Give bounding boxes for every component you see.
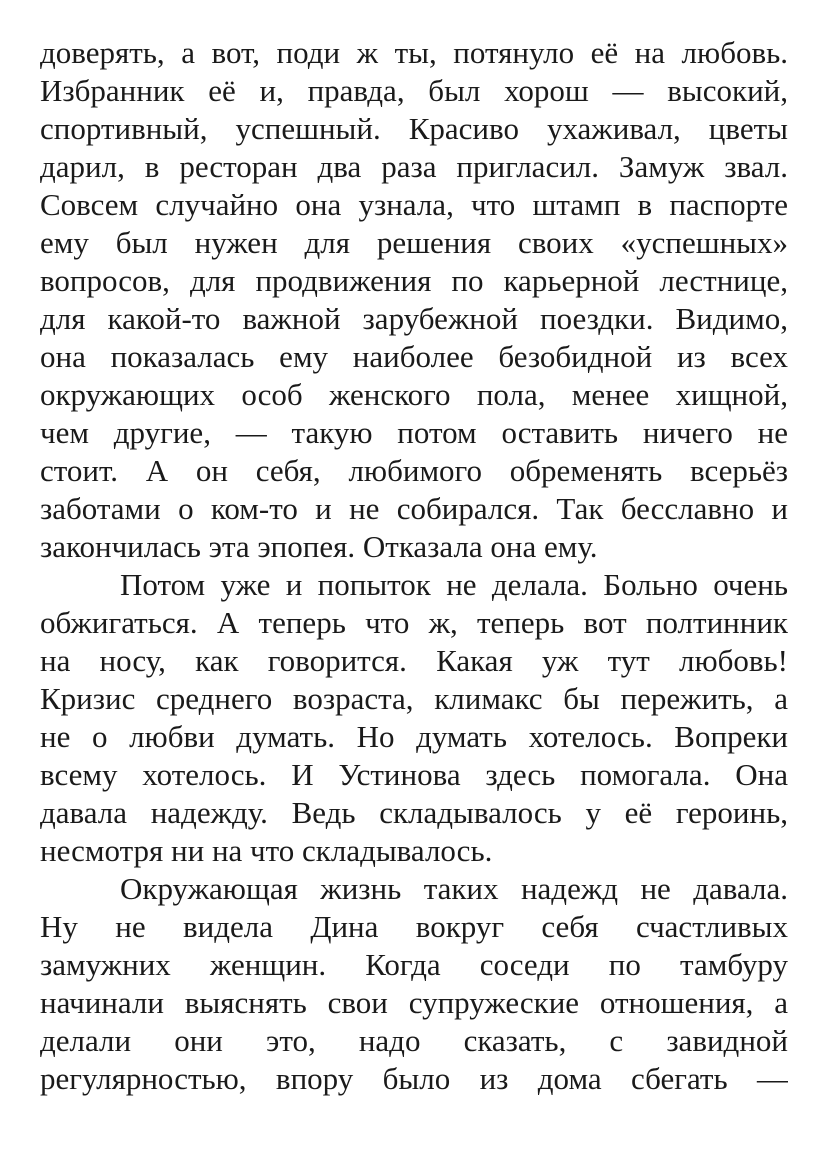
text-line: дарил, в ресторан два раза пригласил. Замуж звал. xyxy=(40,149,788,184)
text-line: на носу, как говорится. Какая уж тут любовь! xyxy=(40,643,788,678)
text-line: обжигаться. А теперь что ж, теперь вот полтинник xyxy=(40,605,788,640)
text-line: чем другие, — такую потом оставить ничего не xyxy=(40,415,788,450)
text-line: замужних женщин. Когда соседи по тамбуру xyxy=(40,947,788,982)
text-line: вопросов, для продвижения по карьерной лестнице, xyxy=(40,263,788,298)
text-line: ему был нужен для решения своих «успешных» xyxy=(40,225,788,260)
text-line: Потом уже и попыток не делала. Больно очень xyxy=(120,567,788,602)
text-line: делали они это, надо сказать, с завидной xyxy=(40,1023,788,1058)
document-page xyxy=(40,34,788,1098)
text-line: закончилась эта эпопея. Отказала она ему. xyxy=(40,529,598,564)
text-line: спортивный, успешный. Красиво ухаживал, цветы xyxy=(40,111,788,146)
text-line: Окружающая жизнь таких надежд не давала. xyxy=(120,871,788,906)
text-line: окружающих особ женского пола, менее хищной, xyxy=(40,377,788,412)
text-line: для какой-то важной зарубежной поездки. Видимо, xyxy=(40,301,788,336)
text-line: Избранник её и, правда, был хорош — высокий, xyxy=(40,73,788,108)
text-line: давала надежду. Ведь складывалось у её героинь, xyxy=(40,795,788,830)
text-line: начинали выяснять свои супружеские отношения, а xyxy=(40,985,788,1020)
text-line: стоит. А он себя, любимого обременять всерьёз xyxy=(40,453,788,488)
text-line: несмотря ни на что складывалось. xyxy=(40,833,493,868)
text-line: заботами о ком-то и не собирался. Так бесславно и xyxy=(40,491,788,526)
text-line: она показалась ему наиболее безобидной из всех xyxy=(40,339,788,374)
text-line: Кризис среднего возраста, климакс бы пережить, а xyxy=(40,681,788,716)
text-line: Совсем случайно она узнала, что штамп в паспорте xyxy=(40,187,788,222)
text-line: Ну не видела Дина вокруг себя счастливых xyxy=(40,909,788,944)
text-line: не о любви думать. Но думать хотелось. Вопреки xyxy=(40,719,788,754)
text-line: регулярностью, впору было из дома сбегать — xyxy=(40,1061,788,1096)
body-text xyxy=(40,34,788,1098)
text-line: доверять, а вот, поди ж ты, потянуло её на любовь. xyxy=(40,35,788,70)
text-line: всему хотелось. И Устинова здесь помогала. Она xyxy=(40,757,788,792)
